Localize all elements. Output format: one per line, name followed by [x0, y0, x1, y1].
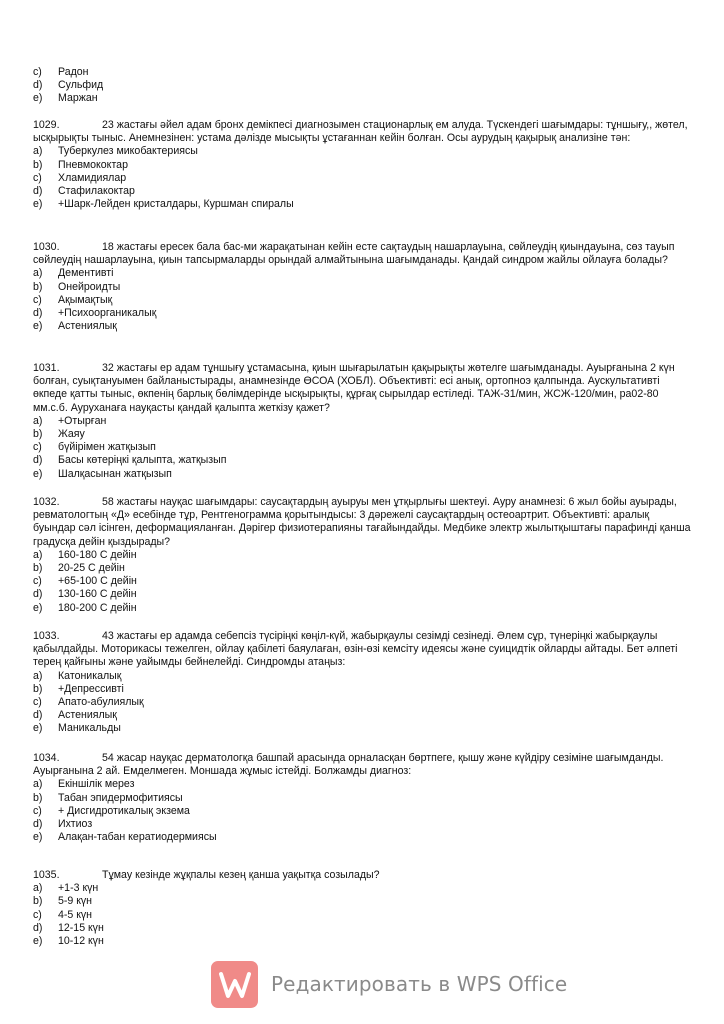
answer-option — [33, 415, 693, 428]
option-letter: c) — [33, 171, 42, 184]
answer-option — [33, 172, 693, 185]
option-text: +Психоорганикалық — [58, 307, 157, 320]
option-text: Ақымақтық — [58, 293, 113, 306]
answer-option — [33, 198, 693, 211]
option-text: 10-12 күн — [58, 935, 104, 948]
question-block — [33, 362, 693, 481]
option-text: Шалқасынан жатқызып — [58, 467, 172, 480]
answer-option — [33, 267, 693, 280]
option-letter: c) — [33, 293, 42, 306]
answer-option — [33, 468, 693, 481]
option-letter: d) — [33, 709, 43, 722]
answer-option — [33, 602, 693, 615]
question-block — [33, 496, 693, 615]
option-text: Стафилакоктар — [58, 185, 135, 198]
answer-option — [33, 935, 693, 948]
option-letter: c) — [33, 908, 42, 921]
answer-option — [33, 696, 693, 709]
answer-option — [33, 882, 693, 895]
option-letter: d) — [33, 307, 43, 320]
question-block — [33, 119, 693, 211]
option-letter: a) — [33, 882, 43, 895]
answer-option — [33, 185, 693, 198]
answer-option — [33, 159, 693, 172]
option-text: Апато-абулиялық — [58, 696, 144, 709]
option-letter: d) — [33, 588, 43, 601]
option-letter: c) — [33, 696, 42, 709]
answer-option — [33, 549, 693, 562]
option-text: бүйірімен жатқызып — [58, 441, 156, 454]
question-text — [33, 869, 693, 882]
question-text — [33, 362, 693, 415]
option-text: Маникальды — [58, 722, 121, 735]
option-text: Хламидиялар — [58, 171, 127, 184]
question-text — [33, 119, 693, 145]
question-number: 1030. — [33, 241, 60, 253]
option-text: 160-180 С дейін — [58, 548, 137, 561]
option-text: Жаяу — [58, 428, 85, 441]
option-text: 4-5 күн — [58, 908, 93, 921]
question-number: 1029. — [33, 119, 60, 131]
option-text: Туберкулез микобактериясы — [58, 145, 198, 158]
option-text: Радон — [58, 66, 89, 78]
answer-option — [33, 778, 693, 791]
question-number: 1035. — [33, 869, 60, 881]
option-letter: a) — [33, 414, 43, 427]
answer-option — [33, 670, 693, 683]
question-number: 1032. — [33, 496, 60, 508]
question-body: 32 жастағы ер адам тұншығу ұстамасына, қиын шығарылатын қақырықты жөтелге шағымданады. Ауырғанына 2 күн болған, суықтануымен байланыстырады, анамнезінде ӨСОА (ХОБЛ). Объективті: есі анық, ортопноэ қалпында. Аускультативті өкпеде қатты тыныс, өкпенің барлық бөлімдерінде ысқырықты, құрғақ сырылдар естіледі. ТАЖ-31/мин, ЖСЖ-120/мин, ра02-80 мм.с.б. Ауруханаға науқасты қандай қалыпта жеткізу қажет? — [33, 362, 675, 414]
answer-option — [33, 792, 693, 805]
option-text: Пневмококтар — [58, 158, 128, 171]
answer-option — [33, 909, 693, 922]
option-letter: a) — [33, 145, 43, 158]
option-letter: e) — [33, 722, 43, 735]
option-letter: b) — [33, 895, 43, 908]
question-text — [33, 241, 693, 267]
option-text: +Отырған — [58, 414, 107, 427]
question-number: 1031. — [33, 362, 60, 374]
question-text — [33, 630, 693, 670]
option-letter: a) — [33, 548, 43, 561]
question-body: 54 жасар науқас дерматологқа башпай арасында орналасқан бөртпеге, қышу және күйдіру сезіміне шағымданды. Ауырғанына 2 ай. Емделмеген. Моншада жұмыс істейді. Болжамды диагноз: — [33, 752, 664, 778]
option-letter: c) — [33, 66, 42, 78]
wps-edit-banner[interactable] — [211, 961, 567, 1008]
option-letter: b) — [33, 428, 43, 441]
question-number: 1033. — [33, 630, 60, 642]
question-block — [33, 869, 693, 948]
option-text: 5-9 күн — [58, 895, 93, 908]
option-letter: d) — [33, 818, 43, 831]
options-continuation — [33, 66, 693, 106]
option-text: Табан эпидермофитиясы — [58, 791, 183, 804]
question-number: 1034. — [33, 752, 60, 764]
question-block — [33, 241, 693, 333]
answer-option — [33, 145, 693, 158]
answer-option — [33, 66, 693, 79]
question-body: 43 жастағы ер адамда себепсіз түсіріңкі көңіл-күй, жабырқаулы сезімді сезінеді. Әлем сұр, түнеріңкі жабырқаулы қабылдайды. Моторикасы тежелген, ойлау қабілеті баяулаған, өзін-өзі кемсіту идеясы және суицидтік ойларды айтады. Бет әлпеті терең қайғыны және уайымды бейнелейді. Синдромды атаңыз: — [33, 630, 678, 669]
question-block — [33, 752, 693, 844]
answer-option — [33, 281, 693, 294]
answer-option — [33, 294, 693, 307]
wps-edit-label: Редактировать в WPS Office — [271, 971, 568, 996]
answer-option — [33, 320, 693, 333]
question-body: Тұмау кезінде жұқпалы кезең қанша уақытқа созылады? — [102, 869, 380, 881]
option-letter: b) — [33, 280, 43, 293]
option-letter: b) — [33, 158, 43, 171]
answer-option — [33, 454, 693, 467]
option-text: Катоникалық — [58, 669, 122, 682]
option-text: 180-200 С дейін — [58, 601, 137, 614]
option-letter: b) — [33, 562, 43, 575]
option-letter: a) — [33, 669, 43, 682]
answer-option — [33, 895, 693, 908]
option-text: Басы көтеріңкі қалыпта, жатқызып — [58, 454, 227, 467]
question-body: 18 жастағы ересек бала бас-ми жарақатынан кейін есте сақтаудың нашарлауына, сөйлеудің қиындауына, сөз тауып сөйлеудің нашарлауына, қиын тапсырмаларды орындай алмайтынына шағымданады. Қандай синдром жайлы ойлауға болады? — [33, 241, 675, 267]
option-letter: d) — [33, 454, 43, 467]
option-text: Онейроидты — [58, 280, 121, 293]
option-text: + Дисгидротикалық экзема — [58, 804, 190, 817]
option-text: Астениялық — [58, 320, 117, 333]
option-letter: c) — [33, 575, 42, 588]
option-letter: e) — [33, 198, 43, 211]
option-letter: d) — [33, 185, 43, 198]
question-body: 23 жастағы әйел адам бронх демікпесі диагнозымен стационарлық ем алуда. Түскендегі шағымдары: тұншығу,, жөтел, ысқырықты тыныс. Анемнезінен: устама дәлізде мысықты ұстағаннан кейін болған. Осы аурудың қақырық анализіне тән: — [33, 119, 688, 145]
option-letter: c) — [33, 441, 42, 454]
option-letter: d) — [33, 921, 43, 934]
answer-option — [33, 307, 693, 320]
option-letter: d) — [33, 79, 43, 92]
option-text: 12-15 күн — [58, 921, 104, 934]
option-text: +1-3 күн — [58, 882, 99, 895]
option-letter: e) — [33, 467, 43, 480]
option-letter: b) — [33, 791, 43, 804]
option-text: Сульфид — [58, 79, 104, 92]
wps-logo-icon — [211, 961, 258, 1008]
option-text: +Депрессивті — [58, 682, 124, 695]
option-text: +65-100 С дейін — [58, 575, 137, 588]
answer-option — [33, 588, 693, 601]
option-text: 130-160 С дейін — [58, 588, 137, 601]
question-text — [33, 752, 693, 778]
question-block — [33, 630, 693, 736]
option-text: 20-25 С дейін — [58, 562, 125, 575]
answer-option — [33, 575, 693, 588]
option-text: Алақан-табан кератиодермиясы — [58, 831, 217, 844]
option-letter: b) — [33, 682, 43, 695]
option-letter: e) — [33, 831, 43, 844]
option-letter: e) — [33, 92, 43, 105]
option-text: Дементивті — [58, 267, 114, 280]
answer-option — [33, 92, 693, 105]
option-letter: e) — [33, 601, 43, 614]
option-text: Ихтиоз — [58, 818, 93, 831]
answer-option — [33, 79, 693, 92]
option-letter: c) — [33, 804, 42, 817]
question-text — [33, 496, 693, 549]
answer-option — [33, 805, 693, 818]
option-letter: e) — [33, 320, 43, 333]
option-text: +Шарк-Лейден кристалдары, Куршман спиралы — [58, 198, 294, 211]
answer-option — [33, 683, 693, 696]
answer-option — [33, 831, 693, 844]
answer-option — [33, 562, 693, 575]
option-text: Астениялық — [58, 709, 117, 722]
question-body: 58 жастағы науқас шағымдары: саусақтардың ауыруы мен ұтқырлығы шектеуі. Ауру анамнезі: 6 жыл бойы ауырады, ревматологтың «Д» есебінде тұр, Рентгенограмма қорытындысы: 3 дәрежелі саусақтардың остеоартрит. Объективті: аралық буындар сәл ісінген, деформацияланған. Дәрігер физиотерапияны тағайындайды. Медбике электр жылытқыштағы парафинді қанша градусқа дейін қыздырады? — [33, 496, 691, 548]
answer-option — [33, 441, 693, 454]
option-letter: a) — [33, 267, 43, 280]
option-text: Екіншілік мерез — [58, 778, 135, 791]
answer-option — [33, 709, 693, 722]
answer-option — [33, 922, 693, 935]
answer-option — [33, 818, 693, 831]
option-letter: a) — [33, 778, 43, 791]
option-text: Маржан — [58, 92, 98, 105]
option-letter: e) — [33, 935, 43, 948]
answer-option — [33, 428, 693, 441]
answer-option — [33, 722, 693, 735]
